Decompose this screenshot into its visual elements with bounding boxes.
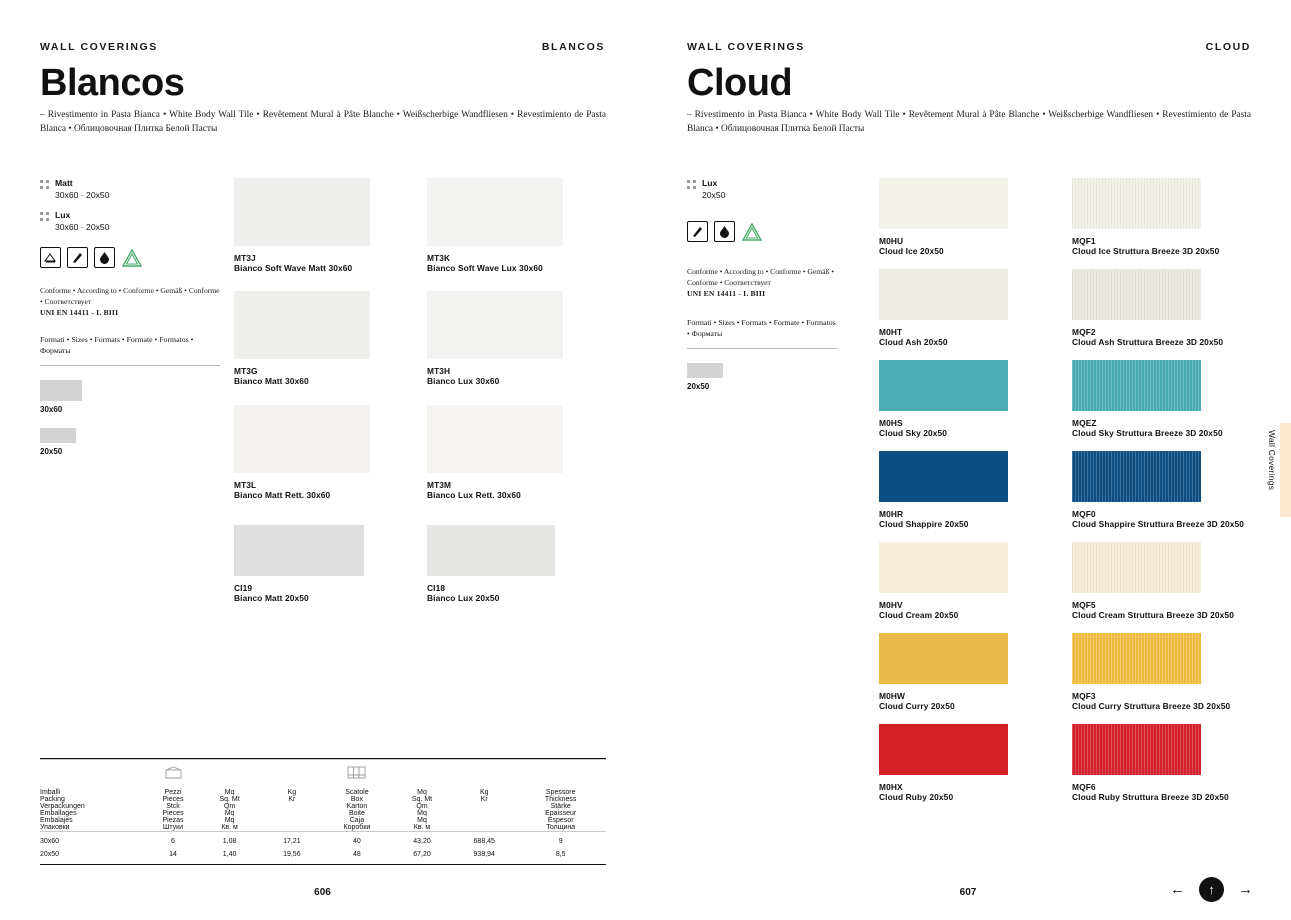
product-swatch: [879, 178, 1008, 229]
product-desc: Cloud Ice 20x50: [879, 246, 944, 256]
product-swatch: [1072, 269, 1201, 320]
page-number: 607: [959, 887, 977, 898]
product-card[interactable]: [427, 291, 563, 386]
product-swatch: [234, 291, 370, 359]
product-card[interactable]: [879, 178, 1008, 256]
box-icon: [165, 774, 182, 781]
product-code: M0HW: [879, 691, 905, 701]
right-page: [645, 0, 1291, 920]
header-series-label: BLANCOS: [541, 41, 605, 53]
product-desc: Bianco Lux Rett. 30x60: [427, 490, 521, 500]
product-desc: Cloud Shappire 20x50: [879, 519, 969, 529]
product-code: M0HT: [879, 327, 903, 337]
formats-label: Formati • Sizes • Formats • Formate • Formatos • Форматы: [40, 335, 194, 355]
page-title: Cloud: [687, 62, 793, 104]
product-desc: Cloud Shappire Struttura Breeze 3D 20x50: [1072, 519, 1245, 529]
product-code: MQF5: [1072, 600, 1096, 610]
product-code: MT3M: [427, 480, 452, 490]
product-card[interactable]: [427, 405, 563, 500]
right-product-grid: [645, 0, 1291, 920]
page-number: 606: [314, 887, 331, 898]
product-card[interactable]: [879, 724, 1008, 802]
product-swatch: [1072, 451, 1201, 502]
product-swatch: [234, 405, 370, 473]
product-desc: Bianco Matt 30x60: [234, 376, 309, 386]
product-card[interactable]: [879, 360, 1008, 438]
product-swatch: [1072, 360, 1201, 411]
scroll-top-button[interactable]: ↑: [1199, 877, 1224, 902]
section-tab: [1280, 423, 1291, 517]
product-swatch: [879, 633, 1008, 684]
packing-col-head: Spessore Thickness Stärke Epaisseur Espesor Толщина: [544, 789, 577, 831]
product-card[interactable]: [1072, 633, 1230, 711]
formats-label: Formati • Sizes • Formats • Formate • Formatos • Форматы: [687, 318, 836, 338]
product-code: CI18: [427, 583, 446, 593]
product-desc: Bianco Matt 20x50: [234, 593, 309, 603]
product-swatch: [427, 291, 563, 359]
product-card[interactable]: [1072, 269, 1223, 347]
product-card[interactable]: [1072, 724, 1229, 802]
product-swatch: [1072, 724, 1201, 775]
product-desc: Cloud Ash 20x50: [879, 337, 948, 347]
product-swatch: [1072, 633, 1201, 684]
prev-page-button[interactable]: ←: [1170, 881, 1185, 898]
page-subtitle: – Rivestimento in Pasta Bianca • White Body Wall Tile • Revêtement Mural à Pâte Blanche • Weißscherbige Wandfliesen • Revestimiento de Pasta Blanca • Облицовочная Плитка Белой Пасты: [40, 110, 606, 134]
format-swatch-label: 30x60: [40, 405, 63, 414]
section-tab-label: Wall Coverings: [1267, 430, 1277, 491]
conformity-norm: UNI EN 14411 - I. BIII: [40, 308, 119, 317]
packing-table: [40, 758, 606, 865]
header-section-label: WALL COVERINGS: [687, 41, 805, 53]
product-desc: Cloud Sky Struttura Breeze 3D 20x50: [1072, 428, 1223, 438]
product-desc: Cloud Curry Struttura Breeze 3D 20x50: [1072, 701, 1231, 711]
finish-name: Matt: [55, 178, 73, 188]
packing-col-head: Kg Kr: [287, 789, 297, 803]
product-code: MQF1: [1072, 236, 1096, 246]
finish-sizes: 20x50: [702, 189, 726, 200]
product-swatch: [1072, 178, 1201, 229]
table-row: 30x60 6 1,08 17,21 40 43,20 688,45 9: [40, 832, 606, 846]
product-card[interactable]: [879, 542, 1008, 620]
product-code: M0HX: [879, 782, 903, 792]
product-card[interactable]: [879, 269, 1008, 347]
product-desc: Cloud Ruby Struttura Breeze 3D 20x50: [1072, 792, 1229, 802]
product-swatch: [427, 405, 563, 473]
product-code: MQF2: [1072, 327, 1096, 337]
product-code: M0HU: [879, 236, 904, 246]
product-code: M0HR: [879, 509, 904, 519]
packing-col-head: Mq Sq. Mt Qm Mq Mq Кв. м: [219, 789, 240, 831]
product-code: MT3G: [234, 366, 258, 376]
product-swatch: [879, 542, 1008, 593]
product-code: MT3K: [427, 253, 451, 263]
product-card[interactable]: [234, 405, 370, 500]
header-series-label: CLOUD: [1205, 41, 1251, 53]
product-swatch: [427, 525, 555, 576]
product-card[interactable]: [1072, 360, 1223, 438]
product-code: MQF3: [1072, 691, 1096, 701]
product-desc: Cloud Curry 20x50: [879, 701, 955, 711]
product-desc: Bianco Matt Rett. 30x60: [234, 490, 331, 500]
product-desc: Bianco Soft Wave Matt 30x60: [234, 263, 353, 273]
packing-col-head: Pezzi Pieces Stck Pieces Piezas Штуки: [162, 789, 184, 831]
product-card[interactable]: [234, 178, 370, 273]
packing-col-head: Kg Kr: [479, 789, 489, 803]
packing-size: 30x60: [40, 838, 60, 845]
product-swatch: [879, 360, 1008, 411]
product-desc: Cloud Ash Struttura Breeze 3D 20x50: [1072, 337, 1224, 347]
product-code: M0HV: [879, 600, 903, 610]
product-card[interactable]: [879, 451, 1008, 529]
packing-col-head: Mq Sq. Mt Qm Mq Mq Кв. м: [411, 789, 433, 831]
product-card[interactable]: [234, 291, 370, 386]
product-swatch: [234, 525, 364, 576]
product-code: MQF6: [1072, 782, 1096, 792]
conformity-text: Conforme • According to • Conforme • Gemäß • Conforme • Соответствует: [687, 267, 834, 287]
table-row: 20x50 14 1,40 19,56 48 67,20 938,94 8,5: [40, 845, 606, 858]
product-desc: Cloud Ice Struttura Breeze 3D 20x50: [1072, 246, 1220, 256]
product-desc: Cloud Sky 20x50: [879, 428, 948, 438]
pallet-icon: [347, 774, 366, 781]
product-card[interactable]: [879, 633, 1008, 711]
product-code: M0HS: [879, 418, 903, 428]
product-desc: Bianco Lux 20x50: [427, 593, 500, 603]
conformity-text: Conforme • According to • Conforme • Gemäß • Conforme • Соответствует: [40, 286, 220, 306]
finish-sizes: 30x60 · 20x50: [55, 189, 110, 200]
product-code: MT3H: [427, 366, 451, 376]
product-card[interactable]: [1072, 451, 1244, 529]
product-swatch: [879, 451, 1008, 502]
finish-name: Lux: [702, 178, 718, 188]
product-card[interactable]: [1072, 542, 1234, 620]
product-card[interactable]: [1072, 178, 1219, 256]
format-swatch-label: 20x50: [687, 382, 710, 391]
page-subtitle: – Rivestimento in Pasta Bianca • White Body Wall Tile • Revêtement Mural à Pâte Blanche • Weißscherbige Wandfliesen • Revestimiento de Pasta Blanca • Облицовочная Плитка Белой Пасты: [687, 110, 1251, 134]
product-swatch: [1072, 542, 1201, 593]
product-swatch: [427, 178, 563, 246]
product-card[interactable]: [234, 525, 364, 603]
product-swatch: [879, 724, 1008, 775]
packing-size: 20x50: [40, 851, 60, 858]
packing-col-head: Scatole Box Karton Boite Caja Коробки: [343, 789, 371, 831]
product-code: MT3L: [234, 480, 257, 490]
product-desc: Bianco Lux 30x60: [427, 376, 500, 386]
product-code: MQF0: [1072, 509, 1096, 519]
product-desc: Cloud Cream 20x50: [879, 610, 959, 620]
product-code: CI19: [234, 583, 253, 593]
left-page: [0, 0, 645, 920]
page-navigation[interactable]: [1170, 877, 1253, 902]
product-desc: Bianco Soft Wave Lux 30x60: [427, 263, 543, 273]
format-swatch-label: 20x50: [40, 447, 63, 456]
product-desc: Cloud Ruby 20x50: [879, 792, 954, 802]
packing-row-labels: Imballi Packing Verpackungen Emballages Embalajes Упаковки: [40, 789, 85, 831]
product-card[interactable]: [427, 178, 563, 273]
product-code: MT3J: [234, 253, 256, 263]
next-page-button[interactable]: →: [1238, 881, 1253, 898]
finish-name: Lux: [55, 210, 71, 220]
product-swatch: [234, 178, 370, 246]
header-section-label: WALL COVERINGS: [40, 41, 158, 53]
conformity-norm: UNI EN 14411 - I. BIII: [687, 289, 766, 298]
product-swatch: [879, 269, 1008, 320]
product-desc: Cloud Cream Struttura Breeze 3D 20x50: [1072, 610, 1234, 620]
product-card[interactable]: [427, 525, 555, 603]
product-code: MQEZ: [1072, 418, 1097, 428]
page-title: Blancos: [40, 62, 185, 104]
finish-sizes: 30x60 · 20x50: [55, 221, 110, 232]
